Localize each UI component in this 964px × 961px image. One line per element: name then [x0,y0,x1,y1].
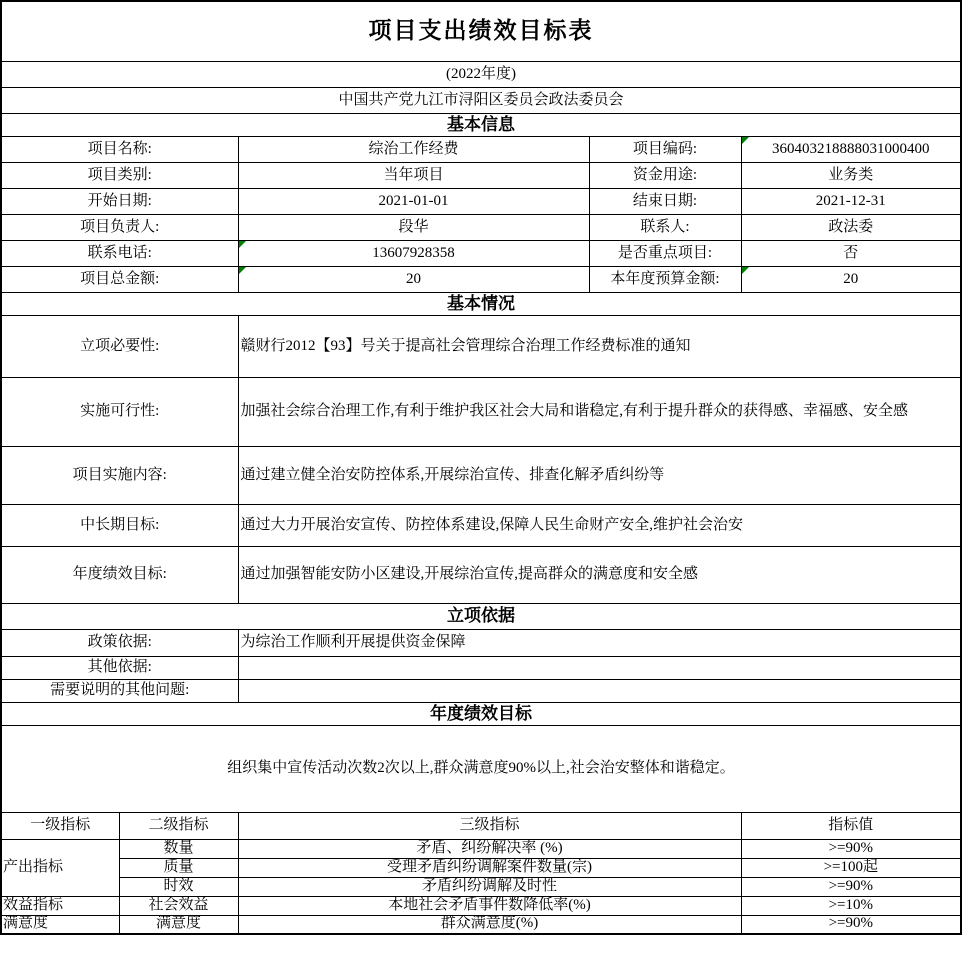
column-header-level2: 二级指标 [119,812,238,839]
field-label-project-code: 项目编码: [589,136,741,162]
indicator-row [1,877,961,896]
field-value-other-issues [238,679,961,702]
field-label-necessity: 立项必要性: [1,315,238,377]
field-label-annual-performance-goal: 年度绩效目标: [1,546,238,603]
field-value-project-leader: 段华 [238,214,589,240]
field-label-key-project: 是否重点项目: [589,240,741,266]
table-row [1,546,961,603]
field-label-end-date: 结束日期: [589,188,741,214]
field-value-midlong-term-goal: 通过大力开展治安宣传、防控体系建设,保障人民生命财产安全,维护社会治安 [238,504,961,546]
field-label-contact-person: 联系人: [589,214,741,240]
table-row [1,656,961,679]
field-value-other-basis [238,656,961,679]
table-row [1,266,961,292]
field-value-project-code-with-note-marker: 360403218888031000400 [741,136,961,162]
field-value-necessity: 赣财行2012【93】号关于提高社会管理综合治理工作经费标准的通知 [238,315,961,377]
field-label-project-name: 项目名称: [1,136,238,162]
field-value-key-project: 否 [741,240,961,266]
indicator-level1-benefit: 效益指标 [1,896,119,915]
field-label-midlong-term-goal: 中长期目标: [1,504,238,546]
field-value-project-type: 当年项目 [238,162,589,188]
field-value-phone-with-note-marker: 13607928358 [238,240,589,266]
year-label: (2022年度) [1,61,961,87]
field-label-total-amount: 项目总金额: [1,266,238,292]
indicator-level3: 本地社会矛盾事件数降低率(%) [238,896,741,915]
section-header-basic-info: 基本信息 [1,113,961,136]
section-header-project-basis: 立项依据 [1,603,961,629]
table-row [1,315,961,377]
indicator-value: >=90% [741,839,961,858]
indicator-level2: 数量 [119,839,238,858]
org-name: 中国共产党九江市浔阳区委员会政法委员会 [1,87,961,113]
column-header-level3: 三级指标 [238,812,741,839]
indicator-level3: 群众满意度(%) [238,915,741,934]
field-value-annual-performance-goal: 通过加强智能安防小区建设,开展综治宣传,提高群众的满意度和安全感 [238,546,961,603]
column-header-value: 指标值 [741,812,961,839]
field-value-end-date: 2021-12-31 [741,188,961,214]
field-label-feasibility: 实施可行性: [1,377,238,446]
annual-target-text: 组织集中宣传活动次数2次以上,群众满意度90%以上,社会治安整体和谐稳定。 [1,725,961,812]
field-label-annual-budget: 本年度预算金额: [589,266,741,292]
indicator-value: >=90% [741,877,961,896]
table-row [1,214,961,240]
indicator-level3: 矛盾、纠纷解决率 (%) [238,839,741,858]
table-row [1,188,961,214]
indicator-level2: 质量 [119,858,238,877]
table-row [1,162,961,188]
field-label-other-basis: 其他依据: [1,656,238,679]
indicator-level2: 社会效益 [119,896,238,915]
field-value-start-date: 2021-01-01 [238,188,589,214]
indicator-row [1,896,961,915]
field-value-annual-budget-with-note-marker: 20 [741,266,961,292]
table-row [1,377,961,446]
indicator-level2: 时效 [119,877,238,896]
field-label-project-leader: 项目负责人: [1,214,238,240]
indicator-value: >=100起 [741,858,961,877]
field-value-contact-person: 政法委 [741,214,961,240]
indicator-header-row [1,812,961,839]
section-header-annual-target: 年度绩效目标 [1,702,961,725]
field-label-other-issues: 需要说明的其他问题: [1,679,238,702]
indicator-row [1,839,961,858]
field-value-total-amount-with-note-marker: 20 [238,266,589,292]
column-header-level1: 一级指标 [1,812,119,839]
indicator-value: >=90% [741,915,961,934]
field-label-project-type: 项目类别: [1,162,238,188]
indicator-level1-satisfaction: 满意度 [1,915,119,934]
field-value-implementation-content: 通过建立健全治安防控体系,开展综治宣传、排查化解矛盾纠纷等 [238,446,961,504]
table-row [1,240,961,266]
indicator-level2: 满意度 [119,915,238,934]
indicator-level3: 矛盾纠纷调解及时性 [238,877,741,896]
indicator-level1-output: 产出指标 [1,839,119,896]
indicator-value: >=10% [741,896,961,915]
field-label-implementation-content: 项目实施内容: [1,446,238,504]
table-row [1,725,961,812]
field-label-start-date: 开始日期: [1,188,238,214]
table-row [1,679,961,702]
table-row [1,446,961,504]
field-value-fund-use: 业务类 [741,162,961,188]
indicator-row [1,915,961,934]
field-label-phone: 联系电话: [1,240,238,266]
field-value-feasibility: 加强社会综合治理工作,有利于维护我区社会大局和谐稳定,有利于提升群众的获得感、幸福感、安全感 [238,377,961,446]
field-label-policy-basis: 政策依据: [1,629,238,656]
field-label-fund-use: 资金用途: [589,162,741,188]
section-header-basic-situation: 基本情况 [1,292,961,315]
indicator-row [1,858,961,877]
page-title: 项目支出绩效目标表 [1,1,961,61]
table-row [1,136,961,162]
field-value-project-name: 综治工作经费 [238,136,589,162]
table-row [1,504,961,546]
table-row [1,629,961,656]
field-value-policy-basis: 为综治工作顺利开展提供资金保障 [238,629,961,656]
indicator-level3: 受理矛盾纠纷调解案件数量(宗) [238,858,741,877]
